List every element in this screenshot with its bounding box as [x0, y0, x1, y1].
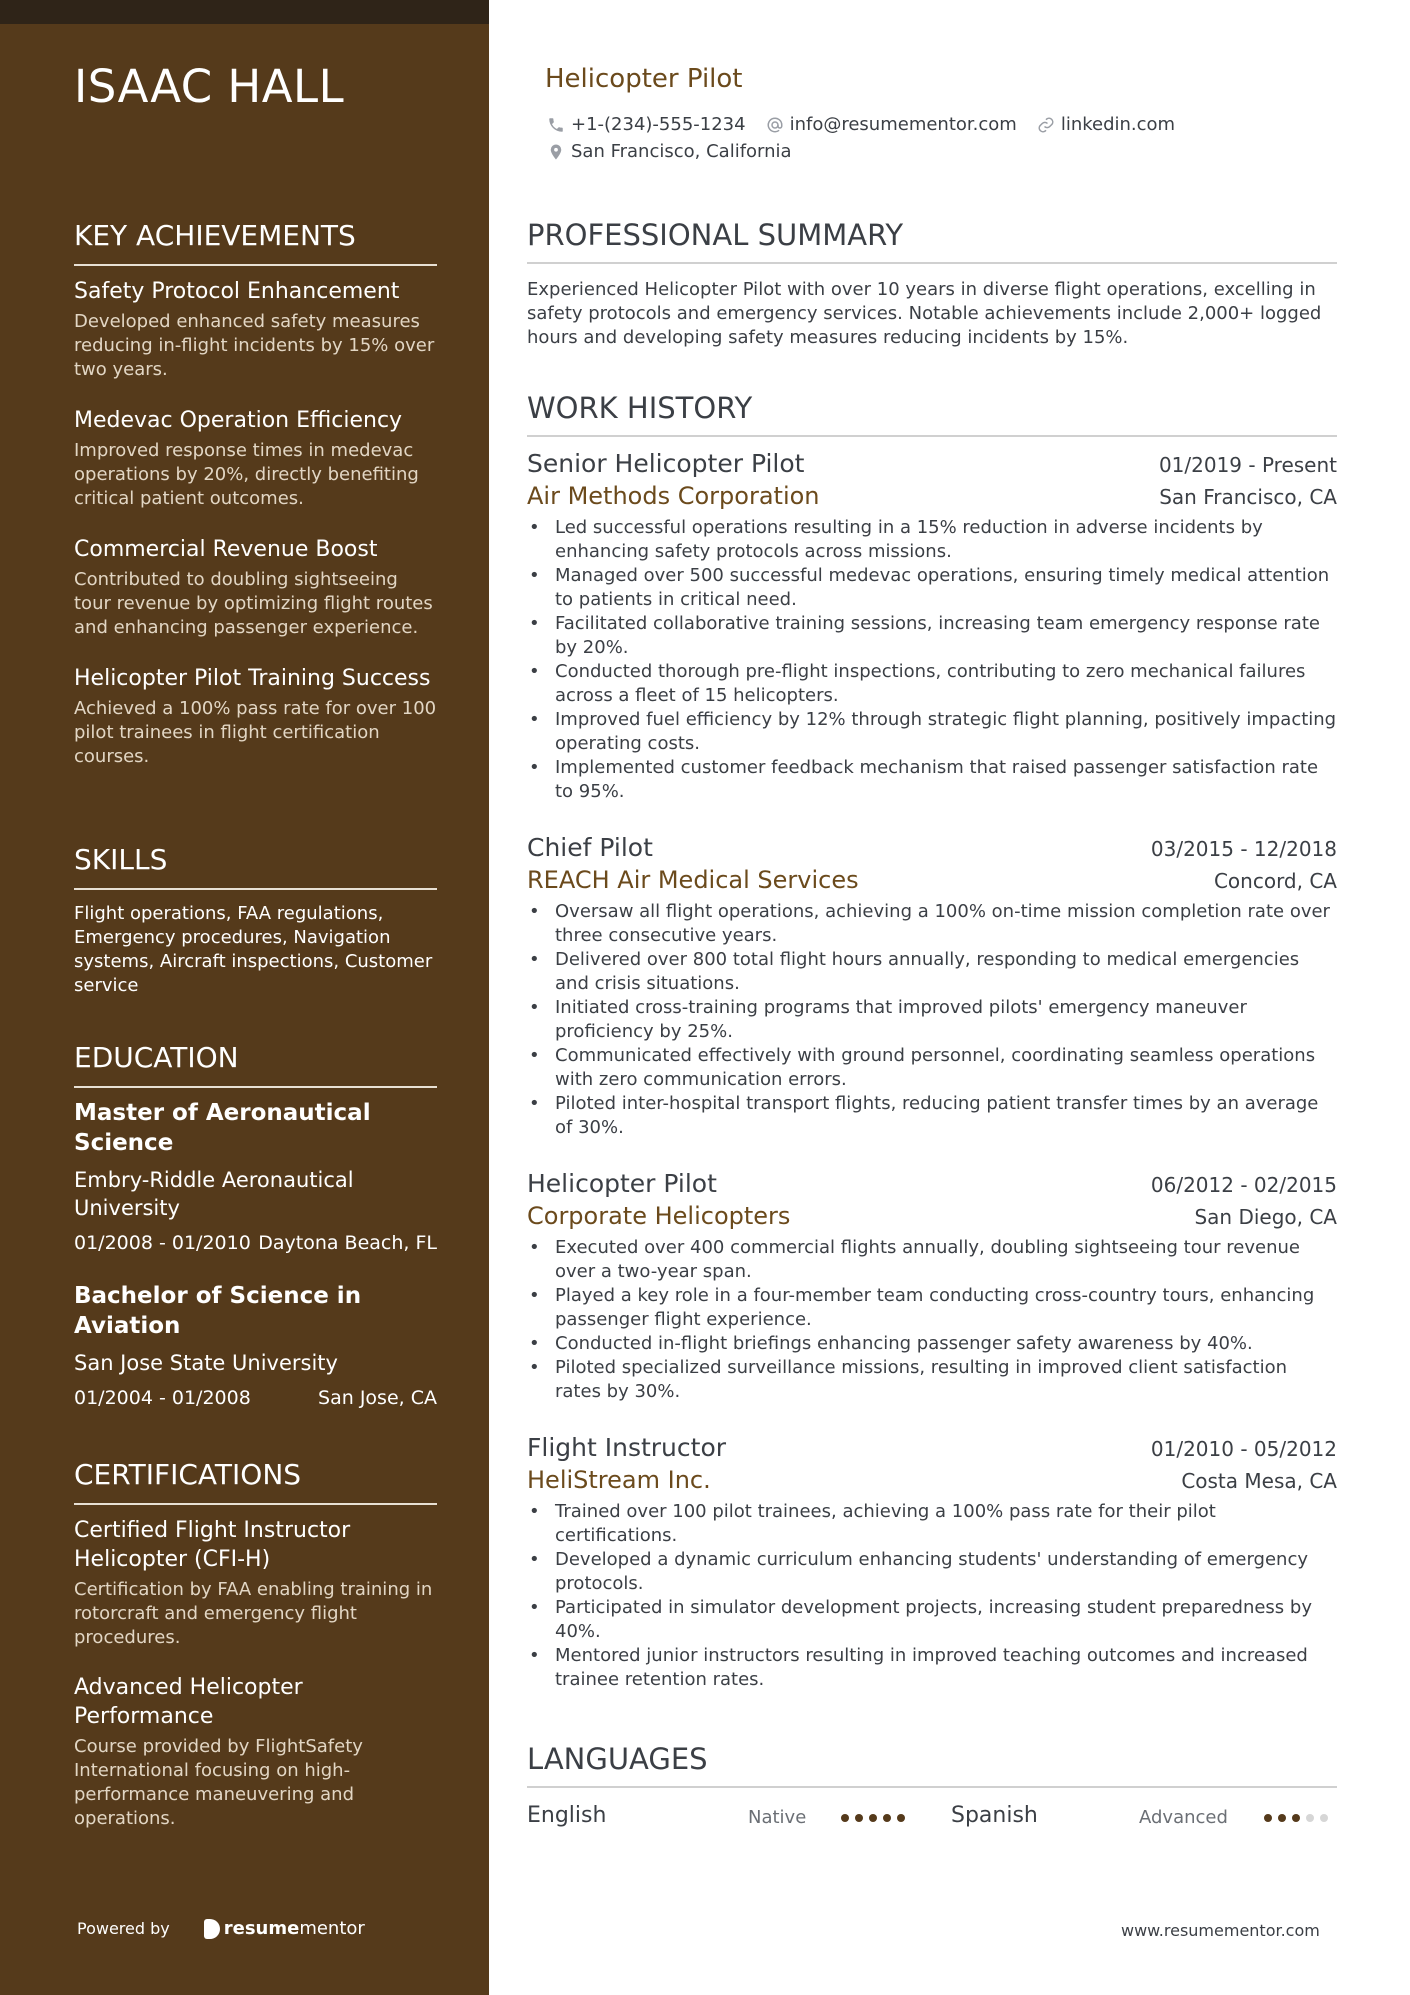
- achievement-title: Commercial Revenue Boost: [74, 537, 378, 562]
- location-text: San Francisco, California: [571, 141, 792, 162]
- rating-dot: [855, 1814, 863, 1822]
- job-bullet: • Initiated cross-training programs that improved pilots' emergency maneuver proficiency by 25%.: [527, 996, 1337, 1044]
- rating-dot: [1306, 1814, 1314, 1822]
- job-bullet: • Delivered over 800 total flight hours annually, responding to medical emergencies and crisis situations.: [527, 948, 1337, 996]
- education-school: San Jose State University: [74, 1351, 338, 1375]
- education-item: [74, 1098, 437, 1254]
- job-bullet: • Improved fuel efficiency by 12% through strategic flight planning, positively impacting operating costs.: [527, 708, 1337, 756]
- job-company: Air Methods Corporation: [527, 482, 820, 510]
- job-location: San Diego, CA: [1194, 1205, 1337, 1229]
- job-company: REACH Air Medical Services: [527, 866, 859, 894]
- job-company: Corporate Helicopters: [527, 1202, 791, 1230]
- job-bullet: • Implemented customer feedback mechanism that raised passenger satisfaction rate to 95%.: [527, 756, 1337, 804]
- education-item: [74, 1281, 437, 1409]
- contact-row: [547, 114, 1195, 135]
- job-company: HeliStream Inc.: [527, 1466, 711, 1494]
- job-dates: 01/2019 - Present: [1158, 453, 1337, 477]
- job-bullet: • Participated in simulator development projects, increasing student preparedness by 40%.: [527, 1596, 1337, 1644]
- languages-heading: LANGUAGES: [527, 1742, 1337, 1788]
- job-dates: 03/2015 - 12/2018: [1150, 837, 1337, 861]
- contact-row-2: [547, 141, 812, 162]
- certifications-heading: CERTIFICATIONS: [74, 1458, 437, 1505]
- job-bullet: • Piloted specialized surveillance missions, resulting in improved client satisfaction rates by 30%.: [527, 1356, 1337, 1404]
- education-dates: 01/2008 - 01/2010: [74, 1232, 251, 1254]
- achievement-title: Medevac Operation Efficiency: [74, 408, 403, 433]
- education-location: San Jose, CA: [318, 1387, 437, 1409]
- job-bullet: • Conducted in-flight briefings enhancing passenger safety awareness by 40%.: [527, 1332, 1337, 1356]
- summary-heading: PROFESSIONAL SUMMARY: [527, 218, 1337, 264]
- education-degree: Bachelor of Science in Aviation: [74, 1283, 362, 1339]
- job-bullets: [527, 1236, 1337, 1404]
- rating-dot: [869, 1814, 877, 1822]
- resumementor-logo-icon: [204, 1919, 220, 1939]
- job-bullet: • Piloted inter-hospital transport flights, reducing patient transfer times by an average of 30%.: [527, 1092, 1337, 1140]
- certification-title: Advanced Helicopter Performance: [74, 1675, 303, 1729]
- location-pin-icon: [547, 143, 565, 161]
- job-bullets: [527, 900, 1337, 1140]
- certification-item: [74, 1673, 437, 1831]
- job-entry: [527, 1169, 1337, 1404]
- candidate-name: ISAAC HALL: [74, 60, 345, 113]
- rating-dot: [1264, 1814, 1272, 1822]
- job-role: Helicopter Pilot: [527, 1169, 717, 1198]
- languages-row: [527, 1803, 1337, 1833]
- rating-dot: [1320, 1814, 1328, 1822]
- education-heading: EDUCATION: [74, 1041, 437, 1088]
- education-meta: [74, 1387, 437, 1409]
- achievement-desc: Achieved a 100% pass rate for over 100 pilot trainees in flight certification courses.: [74, 698, 437, 767]
- job-location: Costa Mesa, CA: [1181, 1469, 1337, 1493]
- phone-icon: [547, 116, 565, 134]
- job-bullet: • Conducted thorough pre-flight inspections, contributing to zero mechanical failures across a fleet of 15 helicopters.: [527, 660, 1337, 708]
- footer-url[interactable]: www.resumementor.com: [1121, 1921, 1320, 1940]
- job-role: Chief Pilot: [527, 833, 653, 862]
- job-bullet: • Developed a dynamic curriculum enhancing students' understanding of emergency protocols.: [527, 1548, 1337, 1596]
- achievement-desc: Improved response times in medevac operations by 20%, directly benefiting critical patient outcomes.: [74, 440, 419, 509]
- linkedin-text: linkedin.com: [1060, 114, 1176, 135]
- language-level: Advanced: [1139, 1807, 1228, 1828]
- brand-rest: mentor: [299, 1918, 365, 1939]
- language-name: Spanish: [951, 1803, 1038, 1828]
- email-text: info@resumementor.com: [789, 114, 1017, 135]
- education-dates: 01/2004 - 01/2008: [74, 1387, 251, 1409]
- achievement-item: [74, 406, 437, 511]
- education-location: Daytona Beach, FL: [258, 1232, 437, 1254]
- achievement-item: [74, 664, 437, 769]
- job-bullet: • Played a key role in a four-member team conducting cross-country tours, enhancing passenger flight experience.: [527, 1284, 1337, 1332]
- job-bullets: [527, 1500, 1337, 1692]
- phone-text: +1-(234)-555-1234: [571, 114, 746, 135]
- certification-item: [74, 1516, 437, 1650]
- achievements-heading: KEY ACHIEVEMENTS: [74, 219, 437, 266]
- job-location: San Francisco, CA: [1159, 485, 1337, 509]
- resumementor-logo[interactable]: [204, 1918, 365, 1939]
- achievement-title: Helicopter Pilot Training Success: [74, 666, 431, 691]
- rating-dot: [897, 1814, 905, 1822]
- achievement-item: [74, 535, 437, 640]
- achievement-desc: Developed enhanced safety measures reducing in-flight incidents by 15% over two years.: [74, 311, 435, 380]
- achievement-item: [74, 277, 437, 382]
- job-bullet: • Communicated effectively with ground personnel, coordinating seamless operations with zero communication errors.: [527, 1044, 1337, 1092]
- certification-title: Certified Flight Instructor Helicopter (CFI-H): [74, 1518, 351, 1572]
- powered-by-label: Powered by: [77, 1919, 170, 1938]
- job-entry: [527, 1433, 1337, 1692]
- language-name: English: [527, 1803, 607, 1828]
- rating-dot: [883, 1814, 891, 1822]
- rating-dot: [1278, 1814, 1286, 1822]
- job-dates: 06/2012 - 02/2015: [1150, 1173, 1337, 1197]
- education-degree: Master of Aeronautical Science: [74, 1100, 371, 1156]
- language-rating: [1264, 1814, 1334, 1822]
- job-bullet: • Managed over 500 successful medevac operations, ensuring timely medical attention to patients in critical need.: [527, 564, 1337, 612]
- brand-bold: resume: [223, 1918, 300, 1939]
- job-title: Helicopter Pilot: [545, 64, 743, 94]
- job-bullet: • Executed over 400 commercial flights annually, doubling sightseeing tour revenue over a two-year span.: [527, 1236, 1337, 1284]
- language-rating: [841, 1814, 911, 1822]
- education-meta: [74, 1232, 437, 1254]
- job-location: Concord, CA: [1213, 869, 1337, 893]
- at-icon: [766, 116, 784, 134]
- education-school: Embry-Riddle Aeronautical University: [74, 1168, 354, 1220]
- powered-by: [77, 1918, 365, 1939]
- skills-heading: SKILLS: [74, 843, 437, 890]
- contact-email[interactable]: [766, 114, 1017, 135]
- job-role: Flight Instructor: [527, 1433, 727, 1462]
- contact-location: [547, 141, 792, 162]
- job-bullet: • Led successful operations resulting in a 15% reduction in adverse incidents by enhancing safety protocols across missions.: [527, 516, 1337, 564]
- achievement-desc: Contributed to doubling sightseeing tour revenue by optimizing flight routes and enhancing passenger experience.: [74, 569, 433, 638]
- contact-linkedin[interactable]: [1037, 114, 1175, 135]
- sidebar-top-band: [0, 0, 489, 24]
- certification-desc: Course provided by FlightSafety International focusing on high-performance maneuvering and operations.: [74, 1736, 363, 1829]
- summary-text: Experienced Helicopter Pilot with over 10 years in diverse flight operations, excelling in safety protocols and emergency services. Notable achievements include 2,000+ logged hours and developing safety measures reducing incidents by 15%.: [527, 279, 1322, 348]
- achievement-title: Safety Protocol Enhancement: [74, 279, 400, 304]
- job-role: Senior Helicopter Pilot: [527, 449, 805, 478]
- certification-desc: Certification by FAA enabling training in rotorcraft and emergency flight procedures.: [74, 1579, 433, 1648]
- job-bullet: • Oversaw all flight operations, achieving a 100% on-time mission completion rate over three consecutive years.: [527, 900, 1337, 948]
- rating-dot: [1292, 1814, 1300, 1822]
- contact-phone[interactable]: [547, 114, 746, 135]
- link-icon: [1037, 116, 1055, 134]
- job-entry: [527, 833, 1337, 1140]
- job-dates: 01/2010 - 05/2012: [1150, 1437, 1337, 1461]
- rating-dot: [841, 1814, 849, 1822]
- job-bullet: • Facilitated collaborative training sessions, increasing team emergency response rate by 20%.: [527, 612, 1337, 660]
- job-entry: [527, 449, 1337, 804]
- job-bullets: [527, 516, 1337, 804]
- job-bullet: • Trained over 100 pilot trainees, achieving a 100% pass rate for their pilot certifications.: [527, 1500, 1337, 1548]
- job-bullet: • Mentored junior instructors resulting in improved teaching outcomes and increased trainee retention rates.: [527, 1644, 1337, 1692]
- skills-list: Flight operations, FAA regulations, Emergency procedures, Navigation systems, Aircraft inspections, Customer service: [74, 903, 433, 996]
- work-heading: WORK HISTORY: [527, 391, 1337, 437]
- language-level: Native: [748, 1807, 807, 1828]
